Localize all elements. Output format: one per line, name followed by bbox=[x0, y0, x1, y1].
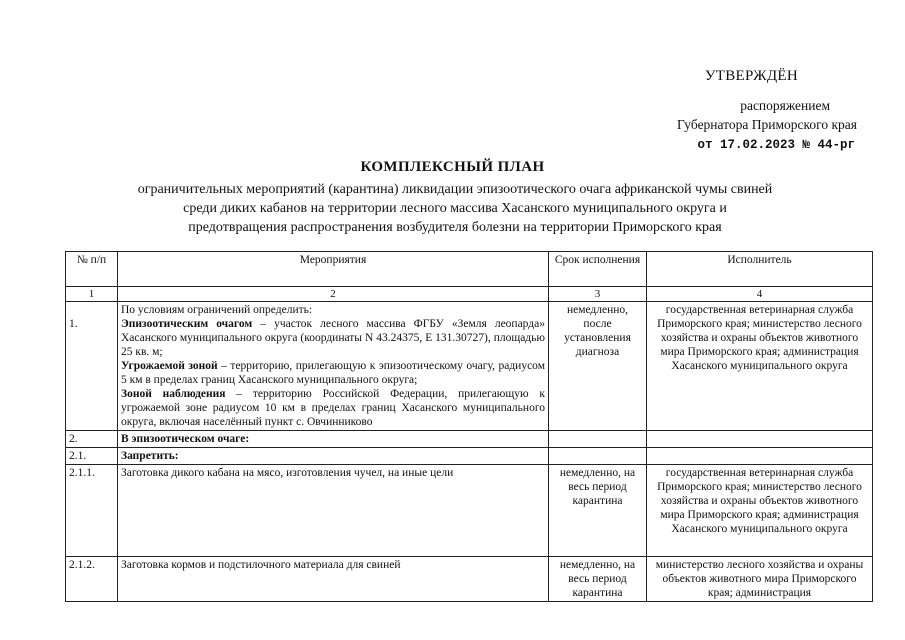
row-action: Заготовка дикого кабана на мясо, изготовления чучел, на иные цели bbox=[118, 465, 549, 557]
row-term: немедленно, после установления диагноза bbox=[549, 302, 647, 431]
row-action-item bbox=[121, 387, 545, 429]
term-text: – территорию Российской Федерации, прилегающую к угрожаемой зоне радиусом 10 км в пределах границ Хасанского муниципального округа, включая населённый пункт с. Овчинниково bbox=[121, 388, 545, 428]
col-index-2: 2 bbox=[118, 287, 549, 302]
row-action: Заготовка кормов и подстилочного материала для свиней bbox=[118, 557, 549, 602]
row-term: немедленно, на весь период карантина bbox=[549, 557, 647, 602]
col-index-1: 1 bbox=[66, 287, 118, 302]
term-bold: Угрожаемой зоной bbox=[121, 360, 218, 372]
approval-date-number: от 17.02.2023 № 44-рг bbox=[697, 138, 855, 152]
subtitle-line-1: ограничительных мероприятий (карантина) ликвидации эпизоотического очага африканской чумы свиней bbox=[137, 182, 773, 197]
row-num-text: 1. bbox=[69, 318, 78, 330]
approval-title: УТВЕРЖДЁН bbox=[704, 68, 798, 84]
row-action bbox=[118, 302, 549, 431]
row-action: Запретить: bbox=[118, 448, 549, 465]
measures-table bbox=[65, 251, 873, 602]
row-action: В эпизоотическом очаге: bbox=[118, 431, 549, 448]
approval-governor: Губернатора Приморского края bbox=[677, 117, 857, 132]
row-num bbox=[66, 302, 118, 431]
row-executor: государственная ветеринарная служба Приморского края; министерство лесного хозяйства и охраны объектов животного мира Приморского края; администрация Хасанского муниципального округа bbox=[647, 465, 873, 557]
column-index-row bbox=[66, 287, 873, 302]
term-bold: Зоной наблюдения bbox=[121, 388, 226, 400]
header-term: Срок исполнения bbox=[549, 252, 647, 287]
table-row bbox=[66, 431, 873, 448]
col-index-3: 3 bbox=[549, 287, 647, 302]
row-num: 2. bbox=[66, 431, 118, 448]
col-index-4: 4 bbox=[647, 287, 873, 302]
subtitle-line-2: среди диких кабанов на территории лесного массива Хасанского муниципального округа и bbox=[183, 201, 727, 216]
row-num: 2.1.2. bbox=[66, 557, 118, 602]
row-executor: министерство лесного хозяйства и охраны объектов животного мира Приморского края; администрация bbox=[647, 557, 873, 602]
table-header-row bbox=[66, 252, 873, 287]
row-term: немедленно, на весь период карантина bbox=[549, 465, 647, 557]
table-row bbox=[66, 465, 873, 557]
header-action: Мероприятия bbox=[118, 252, 549, 287]
table-row bbox=[66, 557, 873, 602]
table-row bbox=[66, 302, 873, 431]
term-text: – участок лесного массива ФГБУ «Земля леопарда» Хасанского муниципального округа (координаты N 43.24375, Е 131.30727), площадью 25 кв. м; bbox=[121, 318, 545, 358]
row-action-item bbox=[121, 359, 545, 387]
plan-title: КОМПЛЕКСНЫЙ ПЛАН bbox=[360, 159, 545, 175]
term-bold: Эпизоотическим очагом bbox=[121, 318, 253, 330]
plan-subtitle bbox=[60, 180, 850, 237]
row-term bbox=[549, 431, 647, 448]
row-action-item bbox=[121, 317, 545, 359]
row-num: 2.1.1. bbox=[66, 465, 118, 557]
row-term bbox=[549, 448, 647, 465]
row-num: 2.1. bbox=[66, 448, 118, 465]
table-row bbox=[66, 448, 873, 465]
subtitle-line-3: предотвращения распространения возбудителя болезни на территории Приморского края bbox=[188, 220, 722, 235]
row-executor bbox=[647, 448, 873, 465]
header-num: № п/п bbox=[66, 252, 118, 287]
approval-decree: распоряжением bbox=[740, 98, 830, 113]
row-executor bbox=[647, 431, 873, 448]
header-executor: Исполнитель bbox=[647, 252, 873, 287]
row-executor: государственная ветеринарная служба Приморского края; министерство лесного хозяйства и охраны объектов животного мира Приморского края; администрация Хасанского муниципального округа bbox=[647, 302, 873, 431]
row-action-intro: По условиям ограничений определить: bbox=[121, 304, 313, 316]
term-text: – территорию, прилегающую к эпизоотическому очагу, радиусом 5 км в пределах границ Хасанского муниципального округа; bbox=[121, 360, 545, 386]
